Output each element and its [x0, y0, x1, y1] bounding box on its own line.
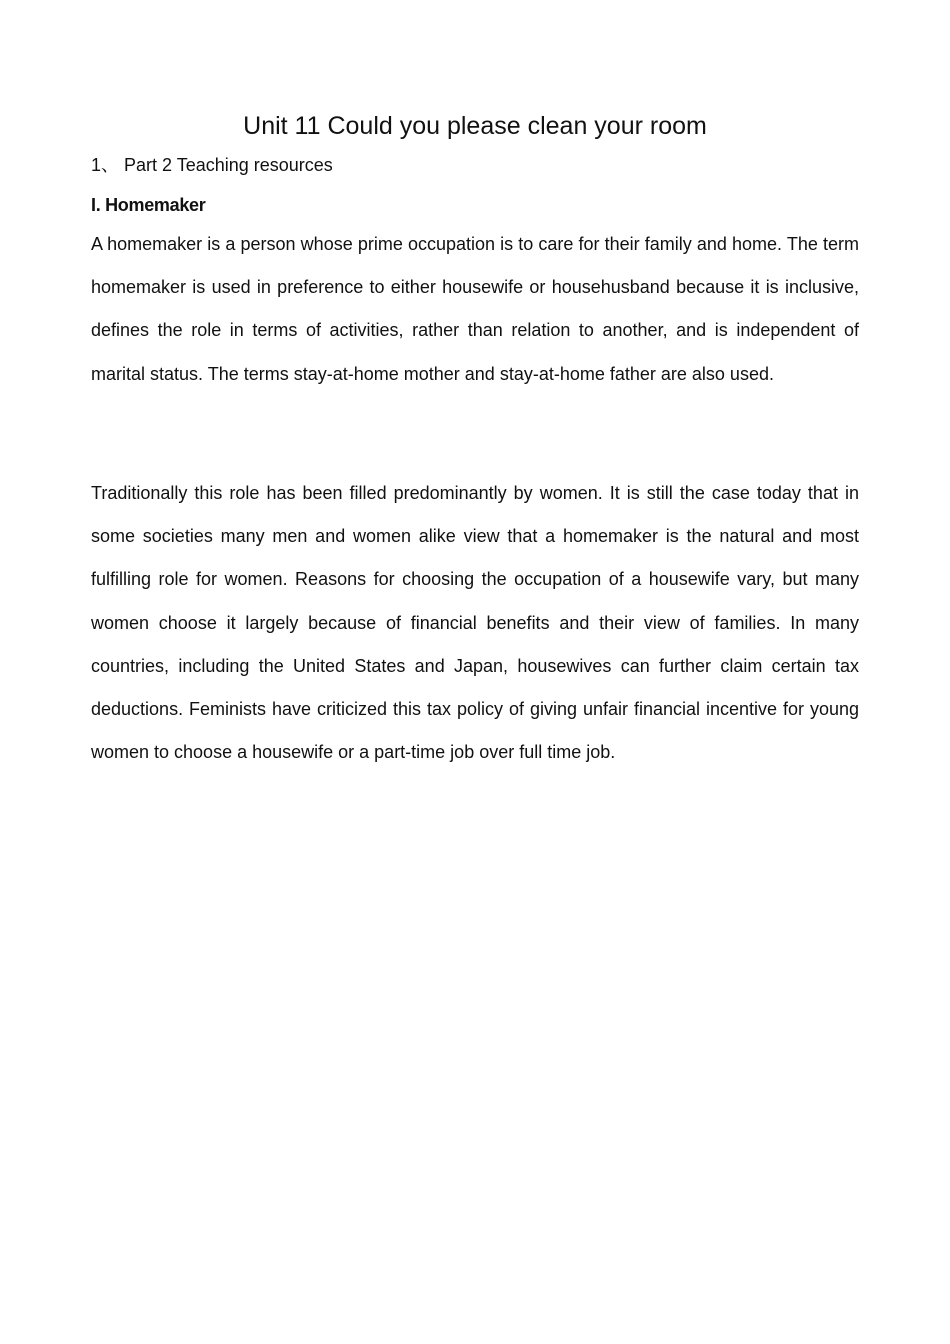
- part-label: 1、 Part 2 Teaching resources: [91, 155, 333, 175]
- page-title: Unit 11 Could you please clean your room: [243, 112, 707, 140]
- paragraph-homemaker-definition: A homemaker is a person whose prime occupation is to care for their family and home. The term homemaker is used in preference to either housewife or househusband because it is inclusive, defines the role in terms of activities, rather than relation to another, and is independent of marital status. The terms stay-at-home mother and stay-at-home father are also used.: [91, 234, 859, 384]
- section-heading: I. Homemaker: [91, 195, 206, 215]
- paragraph-homemaker-tradition: Traditionally this role has been filled predominantly by women. It is still the case today that in some societies many men and women alike view that a homemaker is the natural and most fulfilling role for women. Reasons for choosing the occupation of a housewife vary, but many women choose it largely because of financial benefits and their view of families. In many countries, including the United States and Japan, housewives can further claim certain tax deductions. Feminists have criticized this tax policy of giving unfair financial incentive for young women to choose a housewife or a part-time job over full time job.: [91, 483, 859, 763]
